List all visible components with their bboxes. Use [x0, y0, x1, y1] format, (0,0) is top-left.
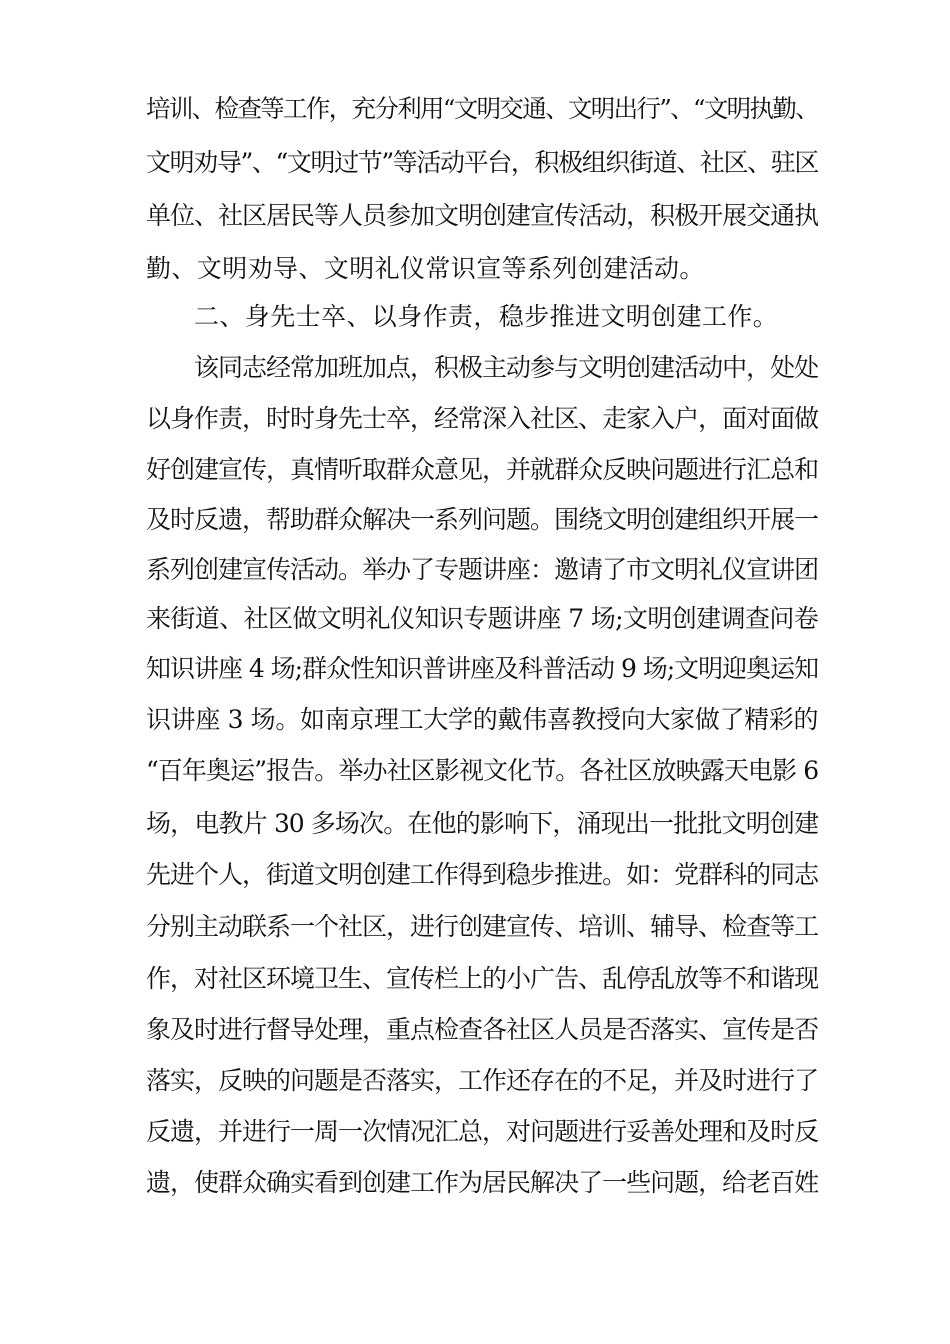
body-text-line: 文明劝导”、“文明过节”等活动平台，积极组织街道、社区、驻区 [146, 148, 818, 177]
body-text-line: 象及时进行督导处理，重点检查各社区人员是否落实、宣传是否 [146, 1015, 818, 1044]
body-text-line: 及时反遗，帮助群众解决一系列问题。围绕文明创建组织开展一 [146, 505, 818, 534]
body-text-line: 知识讲座 4 场;群众性知识普讲座及科普活动 9 场;文明迎奥运知 [146, 654, 818, 683]
body-text-line: 落实，反映的问题是否落实，工作还存在的不足，并及时进行了 [146, 1066, 818, 1095]
body-text-line: 勤、文明劝导、文明礼仪常识宣等系列创建活动。 [146, 254, 705, 283]
body-text-line: 场，电教片 30 多场次。在他的影响下，涌现出一批批文明创建 [146, 809, 818, 838]
body-text-line: 系列创建宣传活动。举办了专题讲座：邀请了市文明礼仪宣讲团 [146, 555, 818, 584]
body-text-line: 以身作责，时时身先士卒，经常深入社区、走家入户，面对面做 [146, 404, 818, 433]
body-text-line: 来街道、社区做文明礼仪知识专题讲座 7 场;文明创建调查问卷 [146, 604, 818, 633]
body-text-line: 反遗，并进行一周一次情况汇总，对问题进行妥善处理和及时反 [146, 1117, 818, 1146]
body-text-line: 好创建宣传，真情听取群众意见，并就群众反映问题进行汇总和 [146, 455, 818, 484]
body-text-line: 培训、检查等工作，充分利用“文明交通、文明出行”、“文明执勤、 [146, 94, 818, 123]
body-text-line: 识讲座 3 场。如南京理工大学的戴伟喜教授向大家做了精彩的 [146, 705, 818, 734]
body-text-line: “百年奥运”报告。举办社区影视文化节。各社区放映露天电影 6 [146, 756, 818, 785]
body-text-line: 该同志经常加班加点，积极主动参与文明创建活动中，处处 [194, 353, 818, 382]
body-text-line: 单位、社区居民等人员参加文明创建宣传活动，积极开展交通执 [146, 201, 818, 230]
body-text-line: 作，对社区环境卫生、宣传栏上的小广告、乱停乱放等不和谐现 [146, 964, 818, 993]
section-heading: 二、身先士卒、以身作责，稳步推进文明创建工作。 [194, 302, 779, 331]
body-text-line: 先进个人，街道文明创建工作得到稳步推进。如：党群科的同志 [146, 860, 818, 889]
body-text-line: 遗，使群众确实看到创建工作为居民解决了一些问题，给老百姓 [146, 1168, 818, 1197]
body-text-line: 分别主动联系一个社区，进行创建宣传、培训、辅导、检查等工 [146, 912, 818, 941]
